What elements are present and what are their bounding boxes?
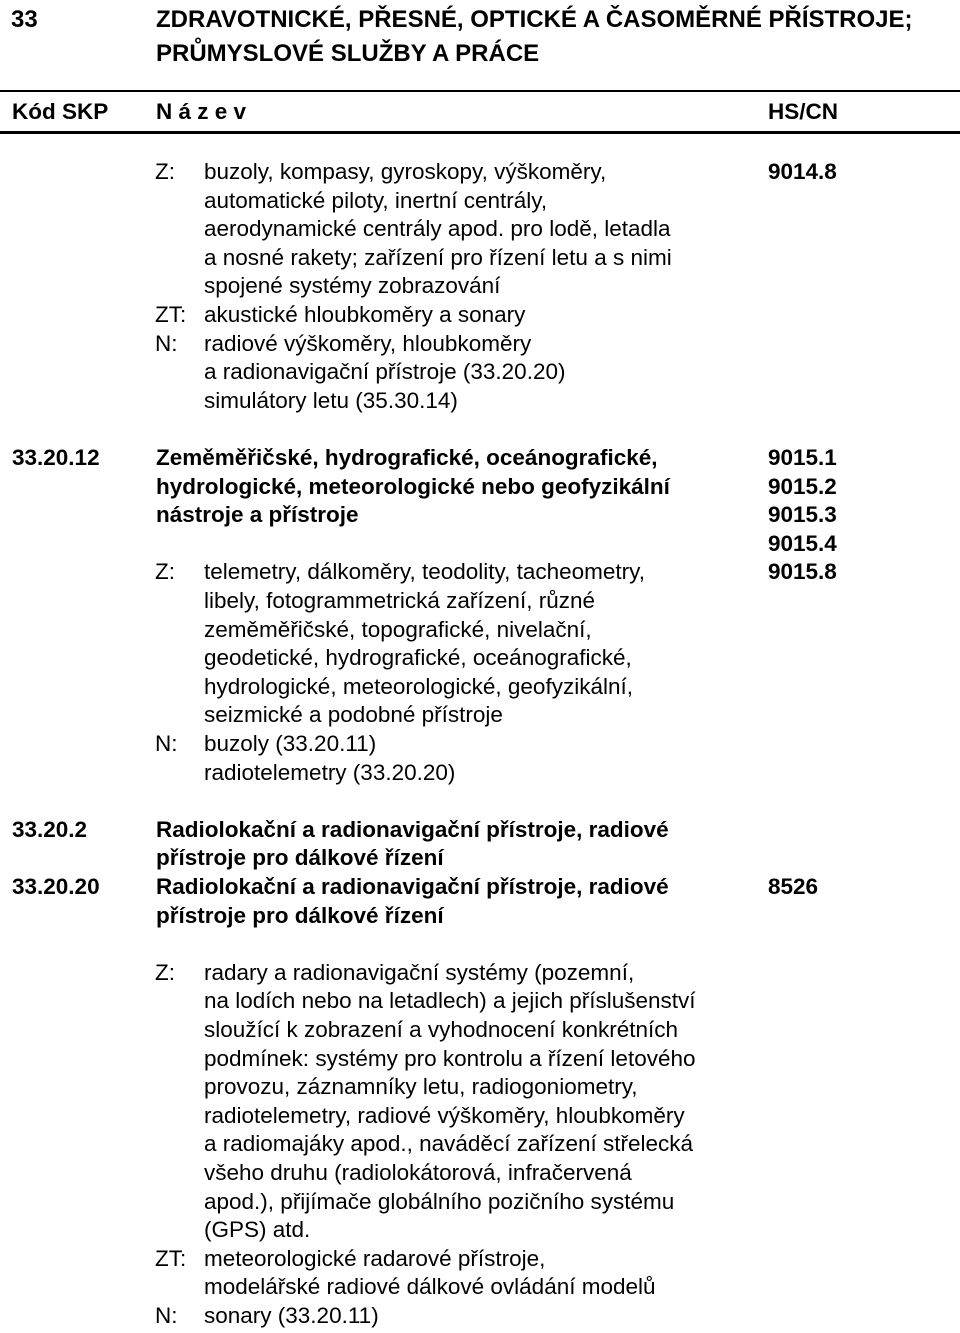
document-line bbox=[0, 215, 960, 244]
note-text: a radiomajáky apod., naváděcí zařízení střelecká bbox=[204, 1131, 694, 1157]
document-line bbox=[0, 1273, 960, 1302]
chapter-number: 33 bbox=[11, 6, 38, 33]
note-text: modelářské radiové dálkové ovládání modelů bbox=[204, 1274, 656, 1300]
document-line bbox=[0, 358, 960, 387]
note-text: simulátory letu (35.30.14) bbox=[204, 387, 458, 413]
document-line bbox=[0, 330, 960, 359]
item-title: nástroje a přístroje bbox=[156, 502, 359, 528]
item-title: Zeměměřičské, hydrografické, oceánografické, bbox=[156, 445, 658, 470]
document-line bbox=[0, 1073, 960, 1102]
document-line bbox=[0, 587, 960, 616]
document-line bbox=[0, 902, 960, 931]
document-line bbox=[0, 187, 960, 216]
item-title: hydrologické, meteorologické nebo geofyzikální bbox=[156, 473, 670, 499]
note-text: spojené systémy zobrazování bbox=[204, 273, 501, 299]
item-title: přístroje pro dálkové řízení bbox=[156, 845, 444, 871]
note-text: buzoly (33.20.11) bbox=[204, 731, 377, 756]
note-text: telemetry, dálkoměry, teodolity, tacheometry, bbox=[204, 559, 646, 585]
document-line bbox=[0, 701, 960, 730]
document-line bbox=[0, 473, 960, 502]
column-header-name: N á z e v bbox=[156, 99, 247, 124]
item-title: přístroje pro dálkové řízení bbox=[156, 902, 444, 928]
chapter-title bbox=[156, 3, 913, 71]
note-text: seizmické a podobné přístroje bbox=[204, 702, 503, 728]
note-text: podmínek: systémy pro kontrolu a řízení letového bbox=[204, 1045, 696, 1071]
note-text: všeho druhu (radiolokátorová, infračervená bbox=[204, 1160, 632, 1185]
note-tag: Z: bbox=[155, 159, 175, 184]
note-text: sonary (33.20.11) bbox=[204, 1303, 379, 1328]
note-text: libely, fotogrammetrická zařízení, různé bbox=[204, 588, 595, 613]
document-line bbox=[0, 530, 960, 559]
document-line bbox=[0, 1016, 960, 1045]
note-text: hydrologické, meteorologické, geofyzikální, bbox=[204, 673, 633, 699]
note-tag: N: bbox=[155, 330, 178, 356]
note-text: radiové výškoměry, hloubkoměry bbox=[204, 330, 532, 356]
document-line bbox=[0, 1302, 960, 1331]
document-line bbox=[0, 987, 960, 1016]
column-header-hs: HS/CN bbox=[768, 99, 839, 124]
item-code: 33.20.2 bbox=[12, 816, 88, 842]
note-text: radary a radionavigační systémy (pozemní, bbox=[204, 959, 635, 985]
item-title: Radiolokační a radionavigační přístroje, radiové bbox=[156, 874, 669, 899]
note-text: provozu, záznamníky letu, radiogoniometry, bbox=[204, 1074, 638, 1100]
document-line bbox=[0, 1245, 960, 1274]
note-text: geodetické, hydrografické, oceánografické, bbox=[204, 645, 632, 671]
document-line bbox=[0, 387, 960, 416]
document-line bbox=[0, 558, 960, 587]
document-line bbox=[0, 644, 960, 673]
hs-code: 9015.1 bbox=[768, 445, 837, 470]
document-line bbox=[0, 1216, 960, 1245]
note-tag: N: bbox=[155, 1303, 178, 1328]
note-text: zeměměřičské, topografické, nivelační, bbox=[204, 616, 592, 642]
document-line bbox=[0, 616, 960, 645]
document-line bbox=[0, 501, 960, 530]
hs-code: 9015.8 bbox=[768, 559, 837, 585]
note-text: buzoly, kompasy, gyroskopy, výškoměry, bbox=[204, 159, 607, 184]
note-tag: ZT: bbox=[155, 1245, 187, 1271]
note-tag: N: bbox=[155, 731, 178, 756]
note-text: sloužící k zobrazení a vyhodnocení konkrétních bbox=[204, 1017, 679, 1042]
document-line bbox=[0, 873, 960, 902]
note-text: na lodích nebo na letadlech) a jejich příslušenství bbox=[204, 988, 696, 1014]
document-line bbox=[0, 844, 960, 873]
hs-code: 9015.2 bbox=[768, 473, 837, 499]
note-text: akustické hloubkoměry a sonary bbox=[204, 302, 526, 327]
document-line bbox=[0, 1188, 960, 1217]
item-code: 33.20.20 bbox=[12, 874, 100, 899]
document-line bbox=[0, 244, 960, 273]
header-top-rule bbox=[0, 90, 960, 92]
note-tag: Z: bbox=[155, 959, 175, 985]
chapter-title-line-2: PRŮMYSLOVÉ SLUŽBY A PRÁCE bbox=[156, 40, 540, 67]
hs-code: 9015.4 bbox=[768, 530, 837, 556]
document-line bbox=[0, 301, 960, 330]
hs-code: 8526 bbox=[768, 874, 819, 899]
item-code: 33.20.12 bbox=[12, 445, 100, 470]
note-text: radiotelemetry, radiové výškoměry, hloubkoměry bbox=[204, 1102, 685, 1128]
document-line bbox=[0, 272, 960, 301]
document-line bbox=[0, 444, 960, 473]
note-tag: ZT: bbox=[155, 302, 187, 327]
item-title: Radiolokační a radionavigační přístroje, radiové bbox=[156, 816, 669, 842]
hs-code: 9015.3 bbox=[768, 502, 837, 528]
note-text: automatické piloty, inertní centrály, bbox=[204, 187, 548, 213]
document-line bbox=[0, 1045, 960, 1074]
note-tag: Z: bbox=[155, 559, 175, 585]
hs-code: 9014.8 bbox=[768, 159, 837, 184]
document-line bbox=[0, 1159, 960, 1188]
note-text: aerodynamické centrály apod. pro lodě, letadla bbox=[204, 216, 671, 242]
note-text: meteorologické radarové přístroje, bbox=[204, 1245, 546, 1271]
document-line bbox=[0, 1102, 960, 1131]
note-text: (GPS) atd. bbox=[204, 1217, 311, 1243]
document-line bbox=[0, 730, 960, 759]
document-line bbox=[0, 759, 960, 788]
document-line bbox=[0, 673, 960, 702]
note-text: apod.), přijímače globálního pozičního systému bbox=[204, 1188, 675, 1214]
document-line bbox=[0, 959, 960, 988]
document-line bbox=[0, 1130, 960, 1159]
header-bottom-rule bbox=[0, 131, 960, 134]
column-header-code: Kód SKP bbox=[12, 99, 109, 124]
document-line bbox=[0, 816, 960, 845]
note-text: a radionavigační přístroje (33.20.20) bbox=[204, 359, 566, 385]
note-text: radiotelemetry (33.20.20) bbox=[204, 759, 456, 785]
document-line bbox=[0, 158, 960, 187]
note-text: a nosné rakety; zařízení pro řízení letu a s nimi bbox=[204, 244, 672, 270]
chapter-title-line-1: ZDRAVOTNICKÉ, PŘESNÉ, OPTICKÉ A ČASOMĚRNÉ PŘÍSTROJE; bbox=[156, 6, 913, 33]
